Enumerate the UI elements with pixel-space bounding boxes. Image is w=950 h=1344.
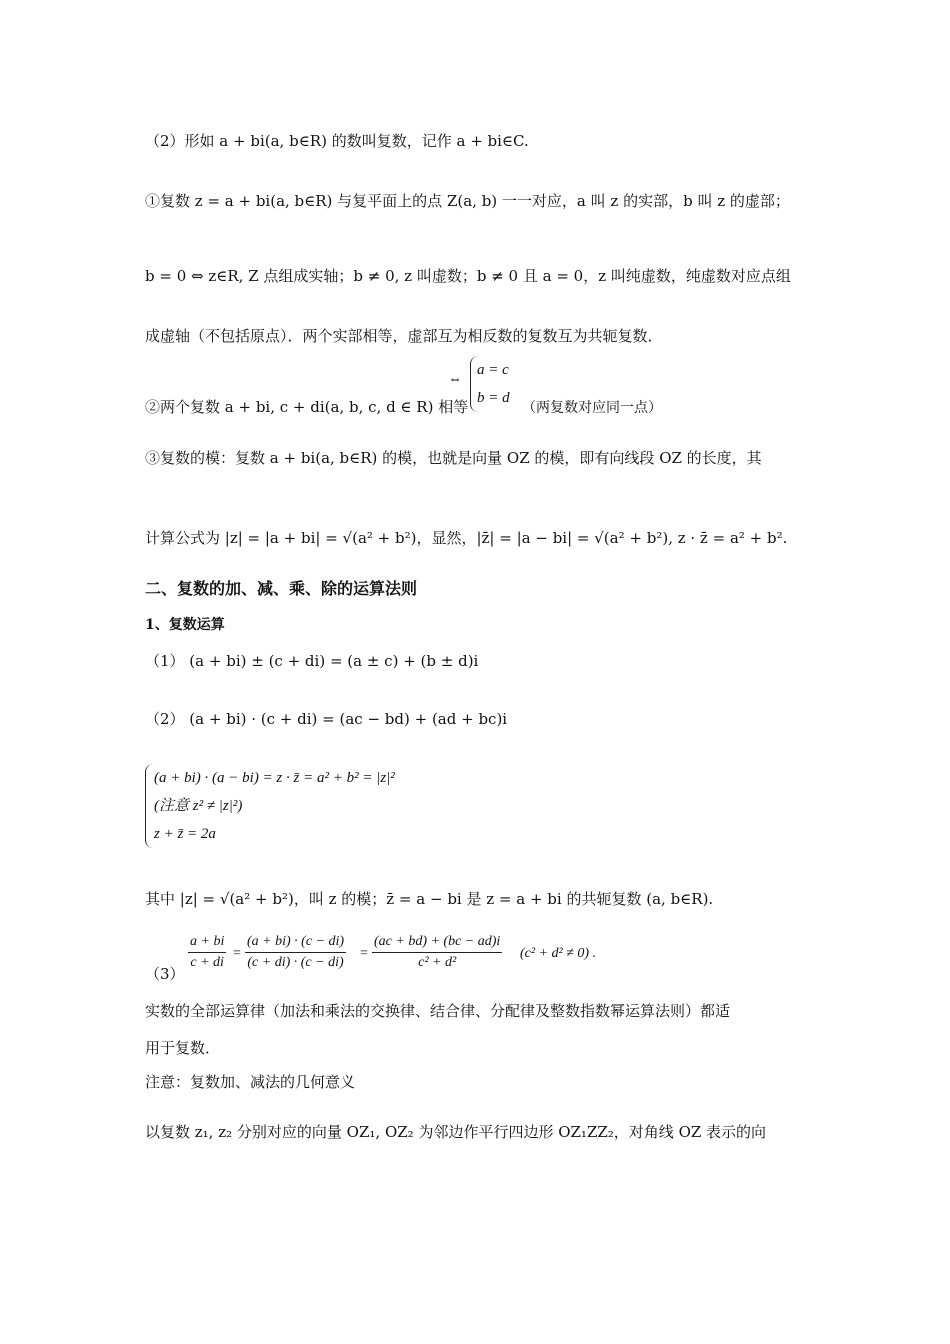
text-line-4: 成虚轴（不包括原点）．两个实部相等，虚部互为相反数的复数互为共轭复数．	[145, 327, 663, 345]
text-line-7: 计算公式为 |z| = |a + bi| = √(a² + b²)，显然，|z̄| = |a − bi| = √(a² + b²), z · z̄ = a² + b².	[145, 529, 788, 547]
operation-3-condition: (c² + d² ≠ 0) .	[520, 946, 597, 961]
equiv-symbol: ⇔	[448, 372, 462, 387]
fraction-1	[188, 934, 226, 971]
system-block	[145, 764, 395, 848]
fraction-3-numerator: (ac + bd) + (bc − ad)i	[372, 934, 502, 953]
text-line-5a: ②两个复数 a + bi, c + di(a, b, c, d ∈ R) 相等	[145, 398, 469, 416]
sub-heading: 1、复数运算	[145, 617, 225, 633]
text-line-9: 实数的全部运算律（加法和乘法的交换律、结合律、分配律及整数指数幂运算法则）都适	[145, 1002, 731, 1020]
text-line-2: ①复数 z = a + bi(a, b∈R) 与复平面上的点 Z(a, b) 一一对应，a 叫 z 的实部，b 叫 z 的虚部；	[145, 192, 790, 210]
fraction-1-denominator: c + di	[190, 955, 224, 970]
system-row-2: (注意 z² ≠ |z|²)	[154, 798, 243, 814]
equiv-row-1: a = c	[477, 362, 509, 378]
text-line-8: 其中 |z| = √(a² + b²)，叫 z 的模；z̄ = a − bi 是 z = a + bi 的共轭复数 (a, b∈R).	[145, 890, 714, 908]
fraction-2-numerator: (a + bi) · (c − di)	[245, 934, 346, 953]
text-line-10: 用于复数．	[145, 1039, 221, 1057]
text-line-1: （2）形如 a + bi(a, b∈R) 的数叫复数，记作 a + bi∈C.	[145, 132, 529, 150]
operation-2: （2） (a + bi) · (c + di) = (ac − bd) + (ad + bc)i	[145, 710, 508, 728]
system-row-1: (a + bi) · (a − bi) = z · z̄ = a² + b² = |z|²	[154, 770, 395, 786]
text-line-3: b = 0 ⇔ z∈R, Z 点组成实轴；b ≠ 0, z 叫虚数；b ≠ 0 且 a = 0，z 叫纯虚数，纯虚数对应点组	[145, 267, 791, 285]
fraction-2-denominator: (c + di) · (c − di)	[247, 955, 344, 970]
section-heading: 二、复数的加、减、乘、除的运算法则	[145, 579, 418, 598]
fraction-3	[372, 934, 502, 971]
text-line-11: 注意：复数加、减法的几何意义	[145, 1073, 356, 1091]
equiv-row-2: b = d	[477, 390, 510, 406]
text-line-6: ③复数的模：复数 a + bi(a, b∈R) 的模，也就是向量 OZ 的模，即有向线段 OZ 的长度，其	[145, 449, 762, 467]
system-row-3: z + z̄ = 2a	[154, 826, 216, 842]
fraction-3-denominator: c² + d²	[418, 955, 457, 970]
fraction-1-numerator: a + bi	[188, 934, 226, 953]
operation-1: （1） (a + bi) ± (c + di) = (a ± c) + (b ± d)i	[145, 652, 479, 670]
equals-1: =	[233, 946, 241, 961]
operation-3-label: （3）	[145, 965, 185, 983]
text-line-12: 以复数 z₁, z₂ 分别对应的向量 OZ₁, OZ₂ 为邻边作平行四边形 OZ₁ZZ₂，对角线 OZ 表示的向	[145, 1123, 767, 1141]
text-line-5b: （两复数对应同一点）	[522, 400, 662, 416]
equiv-system	[470, 356, 510, 412]
fraction-2	[245, 934, 346, 971]
equals-2: =	[360, 946, 368, 961]
